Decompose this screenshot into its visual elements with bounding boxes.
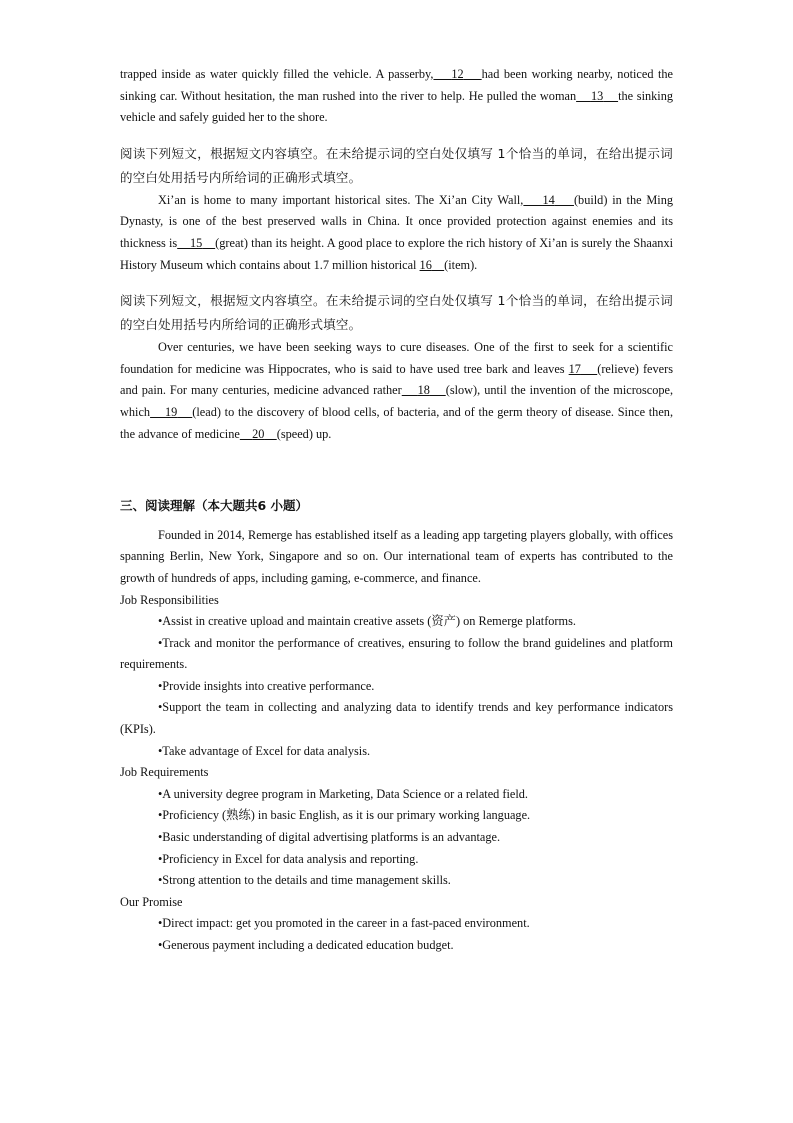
- list-item: •Generous payment including a dedicated education budget.: [158, 938, 454, 952]
- list-item: •Basic understanding of digital advertising platforms is an advantage.: [158, 830, 501, 845]
- passage-3: Over centuries, we have been seeking ways to cure diseases. One of the first to seek for a scientific foundation for medicine was Hippocrates, who is said to have used tree bark and leaves 17 (relieve) fevers and pain. For many centuries, medicine advanced rather 18 (slow), until the invention of the microscope, which 19 (lead) to the discovery of blood cells, of bacteria, and of the germ theory of disease. Since then, the advance of medicine 20 (speed) up.: [120, 340, 674, 441]
- list-item: •Take advantage of Excel for data analysis.: [158, 743, 371, 758]
- blank-20: 20: [252, 426, 265, 441]
- blank-14: 14: [542, 192, 555, 207]
- instruction-2: 阅读下列短文，根据短文内容填空。在未给提示词的空白处仅填写 1个恰当的单词，在给出提示词的空白处用括号内所给词的正确形式填空。: [120, 293, 673, 333]
- passage-2: Xi’an is home to many important historical sites. The Xi’an City Wall, 14 (build) in the Ming Dynasty, is one of the best preserved walls in China. It once provided protection against enemies and its thickness is 15 (great) than its height. A good place to explore the rich history of Xi’an is surely the Shaanxi History Museum which contains about 1.7 million historical 16 (item).: [120, 192, 674, 272]
- requirements-heading: Job Requirements: [120, 765, 209, 780]
- section-title: 三、阅读理解（本大题共6 小题）: [120, 498, 309, 514]
- page-content: [120, 64, 673, 957]
- list-item: •Provide insights into creative performance.: [158, 678, 375, 693]
- promise-heading: Our Promise: [120, 894, 183, 909]
- blank-18: 18: [417, 383, 430, 398]
- list-item: •Assist in creative upload and maintain creative assets (资产) on Remerge platforms.: [158, 614, 576, 629]
- blank-15: 15: [190, 235, 203, 250]
- text: the sinking vehicle and safely guided her to the shore.: [120, 88, 674, 125]
- list-item: •Support the team in collecting and analyzing data to identify trends and key performance indicators (KPIs).: [120, 700, 673, 737]
- blank-19: 19: [165, 404, 178, 419]
- text: trapped inside as water quickly filled the vehicle. A passerby,: [120, 67, 434, 81]
- list-item: •Proficiency (熟练) in basic English, as it is our primary working language.: [158, 808, 531, 823]
- list-item: •Proficiency in Excel for data analysis and reporting.: [158, 851, 419, 866]
- blank-16: 16: [419, 257, 432, 272]
- list-item: •A university degree program in Marketing, Data Science or a related field.: [158, 786, 528, 801]
- blank-13: 13: [590, 88, 604, 103]
- instruction-1: 阅读下列短文，根据短文内容填空。在未给提示词的空白处仅填写 1个恰当的单词，在给出提示词的空白处用括号内所给词的正确形式填空。: [120, 145, 673, 185]
- blank-12: 12: [451, 67, 464, 81]
- ad-intro: Founded in 2014, Remerge has established itself as a leading app targeting players globally, with offices spanning Berlin, New York, Singapore and so on. Our international team of experts has contributed to the growth of hundreds of apps, including gaming, e-commerce, and finance.: [120, 527, 673, 585]
- responsibilities-heading: Job Responsibilities: [120, 592, 219, 607]
- blank-17: 17: [568, 361, 581, 376]
- list-item: •Direct impact: get you promoted in the career in a fast-paced environment.: [158, 916, 530, 931]
- list-item: •Strong attention to the details and time management skills.: [158, 873, 451, 888]
- passage-1: [120, 64, 673, 129]
- list-item: •Track and monitor the performance of creatives, ensuring to follow the brand guidelines and platform requirements.: [120, 635, 673, 672]
- text: had been working nearby, noticed the sinking car. Without hesitation, the man rushed into the river to help. He pulled the woman: [120, 67, 673, 103]
